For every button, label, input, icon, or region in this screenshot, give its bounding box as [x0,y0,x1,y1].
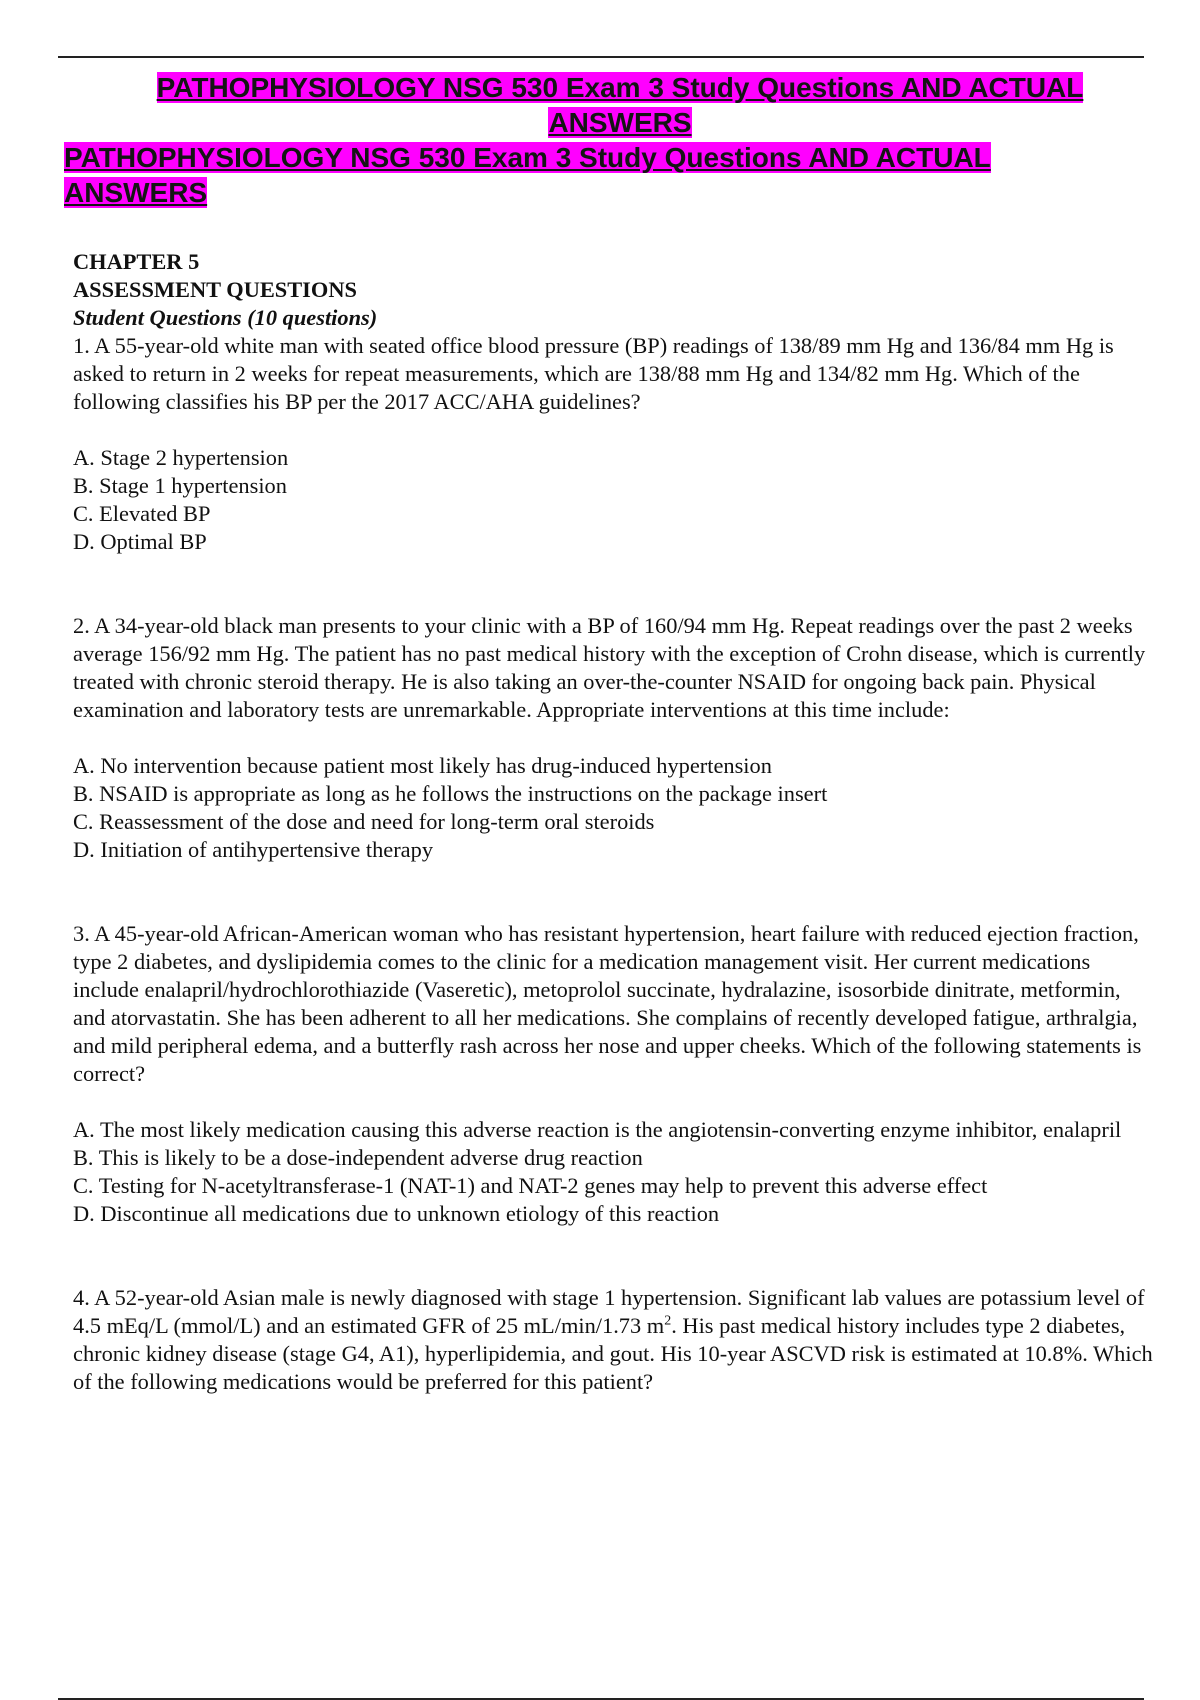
document-body [73,248,1153,1396]
title-line-1a: PATHOPHYSIOLOGY NSG 530 Exam 3 Study Questions AND ACTUAL [156,72,1084,103]
student-questions-heading: Student Questions (10 questions) [73,305,378,330]
chapter-heading: CHAPTER 5 [73,249,200,274]
superscript: 2 [664,1313,672,1329]
question-2-text: 2. A 34-year-old black man presents to your clinic with a BP of 160/94 mm Hg. Repeat readings over the past 2 weeks average 156/92 mm Hg. The patient has no past medical history with the exception of Crohn disease, which is currently treated with chronic steroid therapy. He is also taking an over-the-counter NSAID for ongoing back pain. Physical examination and laboratory tests are unremarkable. Appropriate interventions at this time include: [73,613,1146,722]
title-line-2b: ANSWERS [64,177,208,208]
top-rule [58,56,1144,58]
title-line-2a: PATHOPHYSIOLOGY NSG 530 Exam 3 Study Questions AND ACTUAL [64,142,991,173]
document-title-repeat [64,140,1124,210]
question-2-option-d: D. Initiation of antihypertensive therapy [73,837,434,862]
question-2-option-a: A. No intervention because patient most likely has drug-induced hypertension [73,753,772,778]
question-1-option-d: D. Optimal BP [73,529,207,554]
question-3-options [73,1116,1153,1228]
assessment-heading: ASSESSMENT QUESTIONS [73,277,357,302]
question-4-text-part-2: . His past medical history includes type 2 diabetes, chronic kidney disease (stage G4, A1), hyperlipidemia, and gout. His 10-year ASCVD risk is estimated at 10.8%. Which of the following medications would be preferred for this patient? [73,1313,1153,1394]
question-2-option-c: C. Reassessment of the dose and need for long-term oral steroids [73,809,655,834]
question-3-option-d: D. Discontinue all medications due to unknown etiology of this reaction [73,1201,720,1226]
question-3-option-a: A. The most likely medication causing this adverse reaction is the angiotensin-converting enzyme inhibitor, enalapril [73,1117,1122,1142]
question-1-text: 1. A 55-year-old white man with seated office blood pressure (BP) readings of 138/89 mm Hg and 136/84 mm Hg is asked to return in 2 weeks for repeat measurements, which are 138/88 mm Hg and 134/82 mm Hg. Which of the following classifies his BP per the 2017 ACC/AHA guidelines? [73,333,1114,414]
question-3-option-c: C. Testing for N-acetyltransferase-1 (NAT-1) and NAT-2 genes may help to prevent this adverse effect [73,1173,988,1198]
question-1-option-c: C. Elevated BP [73,501,211,526]
question-3-option-b: B. This is likely to be a dose-independent adverse drug reaction [73,1145,643,1170]
question-3-text: 3. A 45-year-old African-American woman who has resistant hypertension, heart failure with reduced ejection fraction, type 2 diabetes, and dyslipidemia comes to the clinic for a medication management visit. Her current medications include enalapril/hydrochlorothiazide (Vaseretic), metoprolol succinate, hydralazine, isosorbide dinitrate, metformin, and atorvastatin. She has been adherent to all her medications. She complains of recently developed fatigue, arthralgia, and mild peripheral edema, and a butterfly rash across her nose and upper cheeks. Which of the following statements is correct? [73,921,1142,1086]
question-4-text [73,1284,1153,1396]
question-4-text-part-1: 4. A 52-year-old Asian male is newly diagnosed with stage 1 hypertension. Significant lab values are potassium level of 4.5 mEq/L (mmol/L) and an estimated GFR of 25 mL/min/1.73 m [73,1285,1145,1338]
question-1-options [73,444,1153,556]
question-2-options [73,752,1153,864]
document-title [60,70,1180,140]
question-1-option-b: B. Stage 1 hypertension [73,473,287,498]
question-2-option-b: B. NSAID is appropriate as long as he follows the instructions on the package insert [73,781,828,806]
question-1-option-a: A. Stage 2 hypertension [73,445,289,470]
title-line-1b: ANSWERS [548,107,692,138]
